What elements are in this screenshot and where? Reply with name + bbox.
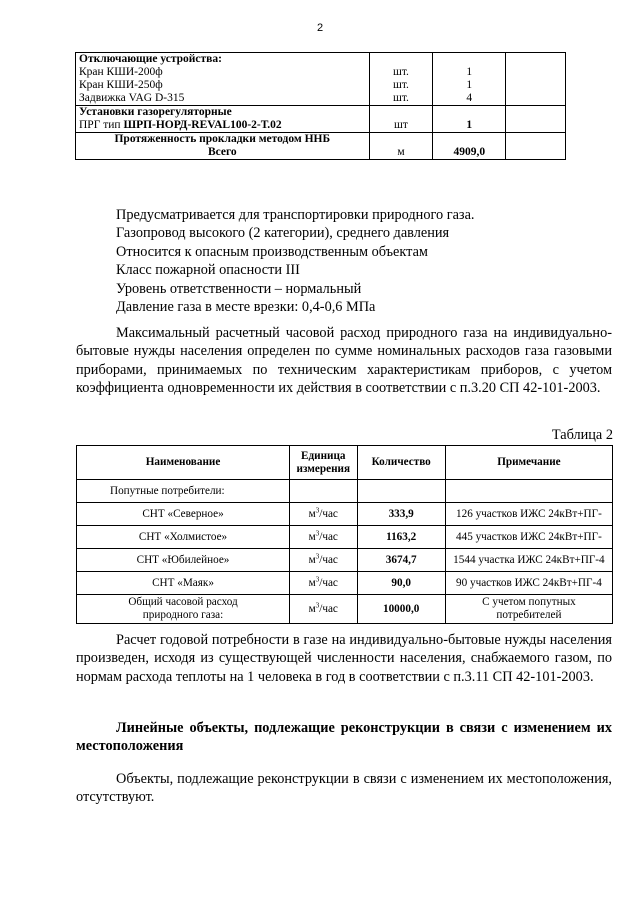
- intro-line: Уровень ответственности – нормальный: [116, 280, 362, 297]
- prg-model: ШРП-НОРД-REVAL100-2-Т.02: [123, 119, 282, 131]
- consumer-note: 445 участков ИЖС 24кВт+ПГ-: [445, 526, 612, 549]
- consumer-qty: 1163,2: [357, 526, 445, 549]
- table-row: СНТ «Юбилейное» $м^3$/час 3674,7 1544 участка ИЖС 24кВт+ПГ-4: [77, 549, 613, 572]
- header-note: Примечание: [445, 446, 612, 480]
- prg-label: Установки газорегуляторные: [79, 106, 232, 118]
- table-row: [76, 133, 566, 160]
- intro-line: Класс пожарной опасности III: [116, 262, 300, 279]
- intro-line: Давление газа в месте врезки: 0,4-0,6 МПа: [116, 299, 376, 316]
- table-caption: Таблица 2: [551, 427, 613, 443]
- consumer-name: СНТ «Маяк»: [77, 572, 290, 595]
- intro-block: [116, 206, 616, 316]
- paragraph-max-flow: Максимальный расчетный часовой расход природного газа на индивидуально-бытовые нужды населения определен по сумме номинальных расходов газа газовыми приборами, принимаемых по техническим характеристикам приборов, с учетом коэффициента одновременности их действия в соответствии с п.3.20 СП 42-101-2003.: [76, 325, 612, 397]
- equipment-table: [75, 52, 566, 160]
- consumer-note: 126 участков ИЖС 24кВт+ПГ-: [445, 503, 612, 526]
- table-row: [76, 106, 566, 133]
- consumer-name: СНТ «Северное»: [77, 503, 290, 526]
- consumer-name: СНТ «Юбилейное»: [77, 549, 290, 572]
- consumer-name: СНТ «Холмистое»: [77, 526, 290, 549]
- item-name: Кран КШИ-250ф: [79, 79, 163, 91]
- item-qty: 4: [466, 92, 473, 104]
- prg-prefix: ПРГ тип: [79, 119, 124, 131]
- total-qty: 10000,0: [357, 595, 445, 624]
- item-name: Задвижка VAG D-315: [79, 92, 185, 104]
- paragraph-annual: Расчет годовой потребности в газе на индивидуально-бытовые нужды населения произведен, исходя из существующей численности населения, снабжаемого газом, по нормам расхода теплоты на 1 человека в год в соответствии с п.3.11 СП 42-101-2003.: [76, 632, 612, 685]
- consumer-note: 1544 участка ИЖС 24кВт+ПГ-4: [445, 549, 612, 572]
- intro-line: Относится к опасным производственным объектам: [116, 243, 428, 260]
- total-unit: м: [397, 146, 405, 158]
- table-row: [77, 480, 613, 503]
- prg-qty: 1: [466, 119, 473, 131]
- table-row: [76, 53, 566, 106]
- table-total-row: Общий часовой расход природного газа: $м^3$/час 10000,0 С учетом попутных потребителей: [77, 595, 613, 624]
- total-line2: Всего: [207, 146, 237, 158]
- header-name: Наименование: [77, 446, 290, 480]
- consumption-table: [76, 445, 613, 624]
- item-unit: шт.: [393, 66, 409, 78]
- item-name: Кран КШИ-200ф: [79, 66, 163, 78]
- header-unit-line2: измерения: [296, 462, 351, 475]
- table-row: СНТ «Холмистое» $м^3$/час 1163,2 445 участков ИЖС 24кВт+ПГ-: [77, 526, 613, 549]
- paragraph-no-objects: Объекты, подлежащие реконструкции в связи с изменением их местоположения, отсутствуют.: [76, 771, 612, 806]
- section-heading: Линейные объекты, подлежащие реконструкции в связи с изменением их местоположения: [76, 720, 612, 755]
- intro-line: Газопровод высокого (2 категории), среднего давления: [116, 225, 450, 242]
- consumer-qty: 333,9: [357, 503, 445, 526]
- consumer-qty: 90,0: [357, 572, 445, 595]
- section-label: Попутные потребители:: [77, 480, 290, 503]
- item-qty: 1: [466, 79, 473, 91]
- header-qty: Количество: [357, 446, 445, 480]
- total-line1: Протяженность прокладки методом ННБ: [114, 133, 331, 145]
- table-row: СНТ «Северное» $м^3$/час 333,9 126 участков ИЖС 24кВт+ПГ-: [77, 503, 613, 526]
- consumer-note: 90 участков ИЖС 24кВт+ПГ-4: [445, 572, 612, 595]
- intro-line: Предусматривается для транспортировки природного газа.: [116, 207, 475, 223]
- page-number: 2: [316, 22, 324, 34]
- total-qty: 4909,0: [453, 146, 486, 158]
- item-unit: шт.: [393, 79, 409, 91]
- item-unit: шт.: [393, 92, 409, 104]
- table-header-row: [77, 446, 613, 480]
- item-qty: 1: [466, 66, 473, 78]
- header-unit-line1: Единица: [301, 449, 346, 462]
- consumer-qty: 3674,7: [357, 549, 445, 572]
- section-label: Отключающие устройства:: [79, 53, 222, 65]
- prg-unit: шт: [394, 119, 408, 131]
- table-row: СНТ «Маяк» $м^3$/час 90,0 90 участков ИЖС 24кВт+ПГ-4: [77, 572, 613, 595]
